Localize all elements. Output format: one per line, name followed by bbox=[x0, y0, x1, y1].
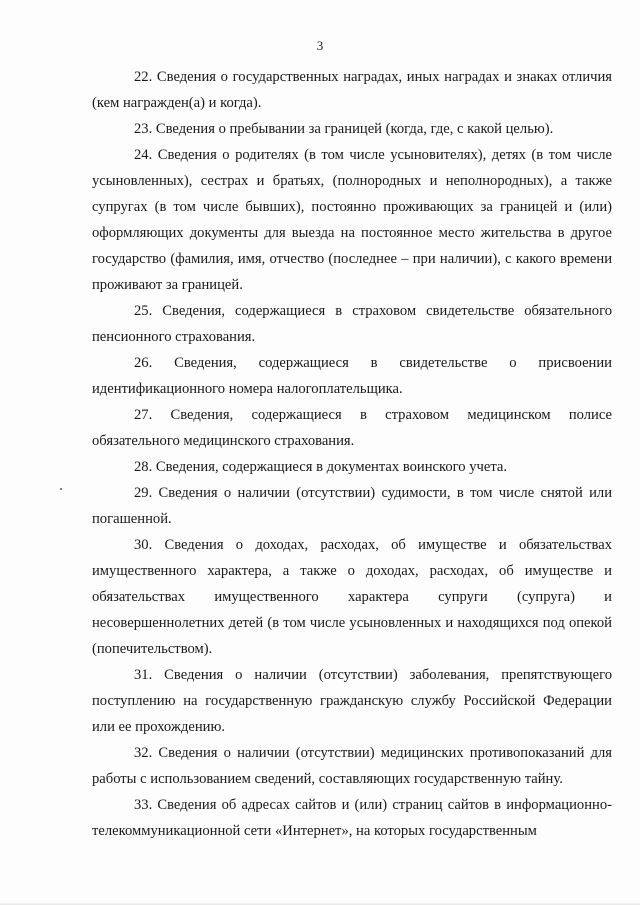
paragraph-25: 25. Сведения, содержащиеся в страховом свидетельстве обязательного пенсионного страхования. bbox=[92, 303, 612, 345]
paragraph-33: 33. Сведения об адресах сайтов и (или) страниц сайтов в информационно-телекоммуникационной сети «Интернет», на которых государственным bbox=[92, 797, 612, 839]
paragraph-31: 31. Сведения о наличии (отсутствии) заболевания, препятствующего поступлению на государственную гражданскую службу Российской Федерации или ее прохождению. bbox=[92, 667, 612, 735]
paragraph-26: 26. Сведения, содержащиеся в свидетельстве о присвоении идентификационного номера налогоплательщика. bbox=[92, 355, 612, 397]
paragraph-27: 27. Сведения, содержащиеся в страховом медицинском полисе обязательного медицинского страхования. bbox=[92, 407, 612, 449]
paragraph-23: 23. Сведения о пребывании за границей (когда, где, с какой целью). bbox=[134, 121, 554, 137]
paragraph-24: 24. Сведения о родителях (в том числе усыновителях), детях (в том числе усыновленных), сестрах и братьях, (полнородных и неполнородных), а также супругах (в том числе бывших), постоянно проживающих за границей и (или) оформляющих документы для выезда на постоянное место жительства в другое государство (фамилия, имя, отчество (последнее – при наличии), с какого времени проживают за границей. bbox=[92, 147, 612, 293]
page-number: 3 bbox=[316, 38, 324, 53]
paragraph-32: 32. Сведения о наличии (отсутствии) медицинских противопоказаний для работы с использованием сведений, составляющих государственную тайну. bbox=[92, 745, 612, 787]
paragraph-28: 28. Сведения, содержащиеся в документах воинского учета. bbox=[134, 459, 508, 475]
paragraph-30: 30. Сведения о доходах, расходах, об имуществе и обязательствах имущественного характера, а также о доходах, расходах, об имуществе и обязательствах имущественного характера супруги (супруга) и несовершеннолетних детей (в том числе усыновленных и находящихся под опекой (попечительством). bbox=[92, 537, 612, 657]
document-body bbox=[92, 64, 612, 844]
scan-speck bbox=[60, 488, 62, 490]
paragraph-29: 29. Сведения о наличии (отсутствии) судимости, в том числе снятой или погашенной. bbox=[92, 485, 612, 527]
paragraph-22: 22. Сведения о государственных наградах, иных наградах и знаках отличия (кем награжден(а) и когда). bbox=[92, 69, 612, 111]
